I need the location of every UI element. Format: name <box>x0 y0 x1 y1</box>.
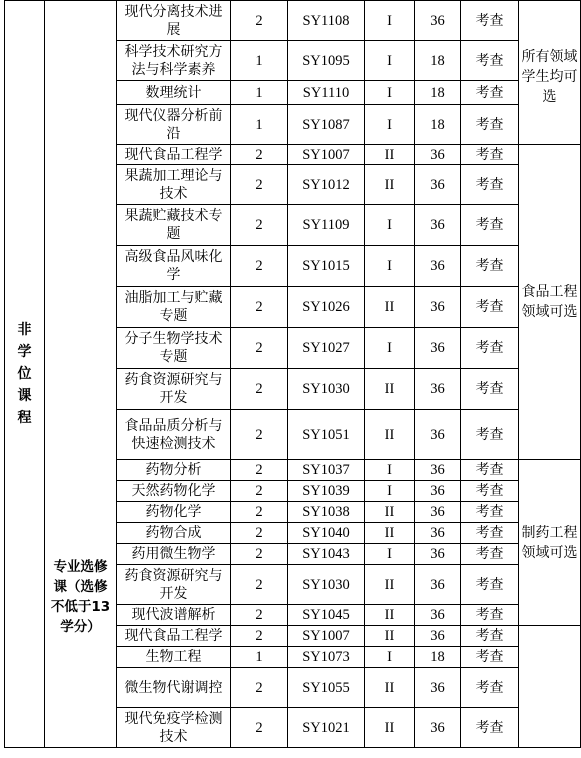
course-hours: 36 <box>415 565 461 605</box>
course-credit: 2 <box>231 565 288 605</box>
course-hours: 36 <box>415 668 461 708</box>
course-credit: 2 <box>231 668 288 708</box>
course-credit: 2 <box>231 708 288 748</box>
course-name: 药用微生物学 <box>117 544 231 565</box>
subcategory-label: 专业选修课（选修不低于13学分） <box>50 559 111 635</box>
course-name: 现代分离技术进展 <box>117 1 231 41</box>
course-credit: 2 <box>231 410 288 460</box>
course-name: 分子生物学技术专题 <box>117 328 231 369</box>
course-code: SY1030 <box>288 565 365 605</box>
course-credit: 2 <box>231 1 288 41</box>
course-exam: 考查 <box>461 708 519 748</box>
course-hours: 36 <box>415 544 461 565</box>
course-code: SY1040 <box>288 523 365 544</box>
course-code: SY1007 <box>288 626 365 647</box>
course-name: 微生物代谢调控 <box>117 668 231 708</box>
course-code: SY1108 <box>288 1 365 41</box>
course-exam: 考查 <box>461 81 519 105</box>
course-term: I <box>365 460 415 481</box>
course-term: I <box>365 328 415 369</box>
course-credit: 2 <box>231 165 288 205</box>
course-code: SY1045 <box>288 605 365 626</box>
course-hours: 18 <box>415 41 461 81</box>
course-credit: 2 <box>231 544 288 565</box>
course-name: 药食资源研究与开发 <box>117 369 231 410</box>
course-name: 药食资源研究与开发 <box>117 565 231 605</box>
course-code: SY1087 <box>288 105 365 145</box>
course-credit: 2 <box>231 502 288 523</box>
course-exam: 考查 <box>461 41 519 81</box>
course-hours: 36 <box>415 523 461 544</box>
course-code: SY1095 <box>288 41 365 81</box>
course-exam: 考查 <box>461 668 519 708</box>
course-name: 现代食品工程学 <box>117 626 231 647</box>
course-term: I <box>365 647 415 668</box>
course-exam: 考查 <box>461 105 519 145</box>
course-credit: 2 <box>231 626 288 647</box>
course-code: SY1055 <box>288 668 365 708</box>
course-credit: 2 <box>231 605 288 626</box>
course-term: II <box>365 708 415 748</box>
subcategory-cell <box>45 1 117 748</box>
course-hours: 36 <box>415 1 461 41</box>
course-term: II <box>365 605 415 626</box>
course-credit: 2 <box>231 460 288 481</box>
course-hours: 18 <box>415 81 461 105</box>
course-hours: 36 <box>415 481 461 502</box>
course-credit: 2 <box>231 145 288 165</box>
area-cell <box>519 145 581 460</box>
course-exam: 考查 <box>461 626 519 647</box>
course-term: II <box>365 523 415 544</box>
course-hours: 36 <box>415 287 461 328</box>
course-hours: 18 <box>415 105 461 145</box>
course-name: 生物工程 <box>117 647 231 668</box>
course-term: II <box>365 565 415 605</box>
course-hours: 36 <box>415 502 461 523</box>
course-name: 食品品质分析与快速检测技术 <box>117 410 231 460</box>
course-name: 现代波谱解析 <box>117 605 231 626</box>
course-name: 药物化学 <box>117 502 231 523</box>
course-term: II <box>365 668 415 708</box>
course-code: SY1027 <box>288 328 365 369</box>
course-term: I <box>365 205 415 246</box>
course-code: SY1073 <box>288 647 365 668</box>
course-hours: 36 <box>415 626 461 647</box>
course-credit: 2 <box>231 287 288 328</box>
course-term: II <box>365 410 415 460</box>
course-exam: 考查 <box>461 523 519 544</box>
course-hours: 36 <box>415 605 461 626</box>
course-name: 天然药物化学 <box>117 481 231 502</box>
course-code: SY1051 <box>288 410 365 460</box>
area-cell <box>519 626 581 748</box>
course-hours: 36 <box>415 460 461 481</box>
course-exam: 考查 <box>461 481 519 502</box>
course-hours: 36 <box>415 165 461 205</box>
course-name: 现代仪器分析前沿 <box>117 105 231 145</box>
course-exam: 考查 <box>461 410 519 460</box>
course-hours: 36 <box>415 708 461 748</box>
course-exam: 考查 <box>461 460 519 481</box>
course-credit: 2 <box>231 246 288 287</box>
course-code: SY1038 <box>288 502 365 523</box>
course-term: II <box>365 626 415 647</box>
course-term: I <box>365 544 415 565</box>
course-term: II <box>365 165 415 205</box>
course-hours: 36 <box>415 328 461 369</box>
course-term: I <box>365 246 415 287</box>
course-hours: 18 <box>415 647 461 668</box>
course-table-body <box>5 1 581 748</box>
course-name: 药物合成 <box>117 523 231 544</box>
course-code: SY1012 <box>288 165 365 205</box>
course-hours: 36 <box>415 205 461 246</box>
course-name: 现代免疫学检测技术 <box>117 708 231 748</box>
course-credit: 2 <box>231 481 288 502</box>
course-table <box>4 0 581 748</box>
course-term: I <box>365 81 415 105</box>
course-code: SY1043 <box>288 544 365 565</box>
course-exam: 考查 <box>461 246 519 287</box>
course-name: 高级食品风味化学 <box>117 246 231 287</box>
course-code: SY1007 <box>288 145 365 165</box>
course-exam: 考查 <box>461 165 519 205</box>
course-exam: 考查 <box>461 605 519 626</box>
course-credit: 2 <box>231 328 288 369</box>
course-exam: 考查 <box>461 1 519 41</box>
course-name: 现代食品工程学 <box>117 145 231 165</box>
course-credit: 2 <box>231 523 288 544</box>
course-exam: 考查 <box>461 328 519 369</box>
course-exam: 考查 <box>461 502 519 523</box>
course-term: II <box>365 502 415 523</box>
course-exam: 考查 <box>461 205 519 246</box>
course-term: II <box>365 145 415 165</box>
course-hours: 36 <box>415 369 461 410</box>
course-hours: 36 <box>415 145 461 165</box>
course-credit: 1 <box>231 105 288 145</box>
course-name: 果蔬加工理论与技术 <box>117 165 231 205</box>
course-code: SY1037 <box>288 460 365 481</box>
table-row <box>5 1 581 41</box>
course-hours: 36 <box>415 410 461 460</box>
course-term: I <box>365 41 415 81</box>
course-exam: 考查 <box>461 565 519 605</box>
category-cell <box>5 1 45 748</box>
course-credit: 2 <box>231 205 288 246</box>
course-code: SY1030 <box>288 369 365 410</box>
area-label: 制药工程领域可选 <box>521 524 578 561</box>
course-term: II <box>365 287 415 328</box>
course-code: SY1109 <box>288 205 365 246</box>
area-label: 所有领域学生均可选 <box>521 49 578 105</box>
course-credit: 1 <box>231 81 288 105</box>
course-name: 科学技术研究方法与科学素养 <box>117 41 231 81</box>
course-term: II <box>365 369 415 410</box>
course-code: SY1110 <box>288 81 365 105</box>
course-credit: 1 <box>231 41 288 81</box>
course-hours: 36 <box>415 246 461 287</box>
course-exam: 考查 <box>461 647 519 668</box>
category-label: 非学位课程 <box>17 322 32 426</box>
course-exam: 考查 <box>461 145 519 165</box>
course-credit: 2 <box>231 369 288 410</box>
course-term: I <box>365 1 415 41</box>
course-name: 果蔬贮藏技术专题 <box>117 205 231 246</box>
course-code: SY1021 <box>288 708 365 748</box>
course-name: 药物分析 <box>117 460 231 481</box>
course-exam: 考查 <box>461 544 519 565</box>
course-exam: 考查 <box>461 287 519 328</box>
area-cell <box>519 460 581 626</box>
course-code: SY1015 <box>288 246 365 287</box>
course-code: SY1026 <box>288 287 365 328</box>
course-credit: 1 <box>231 647 288 668</box>
course-name: 油脂加工与贮藏专题 <box>117 287 231 328</box>
area-label: 食品工程领域可选 <box>521 284 578 320</box>
course-term: I <box>365 105 415 145</box>
course-term: I <box>365 481 415 502</box>
course-code: SY1039 <box>288 481 365 502</box>
area-cell <box>519 1 581 145</box>
course-name: 数理统计 <box>117 81 231 105</box>
course-exam: 考查 <box>461 369 519 410</box>
